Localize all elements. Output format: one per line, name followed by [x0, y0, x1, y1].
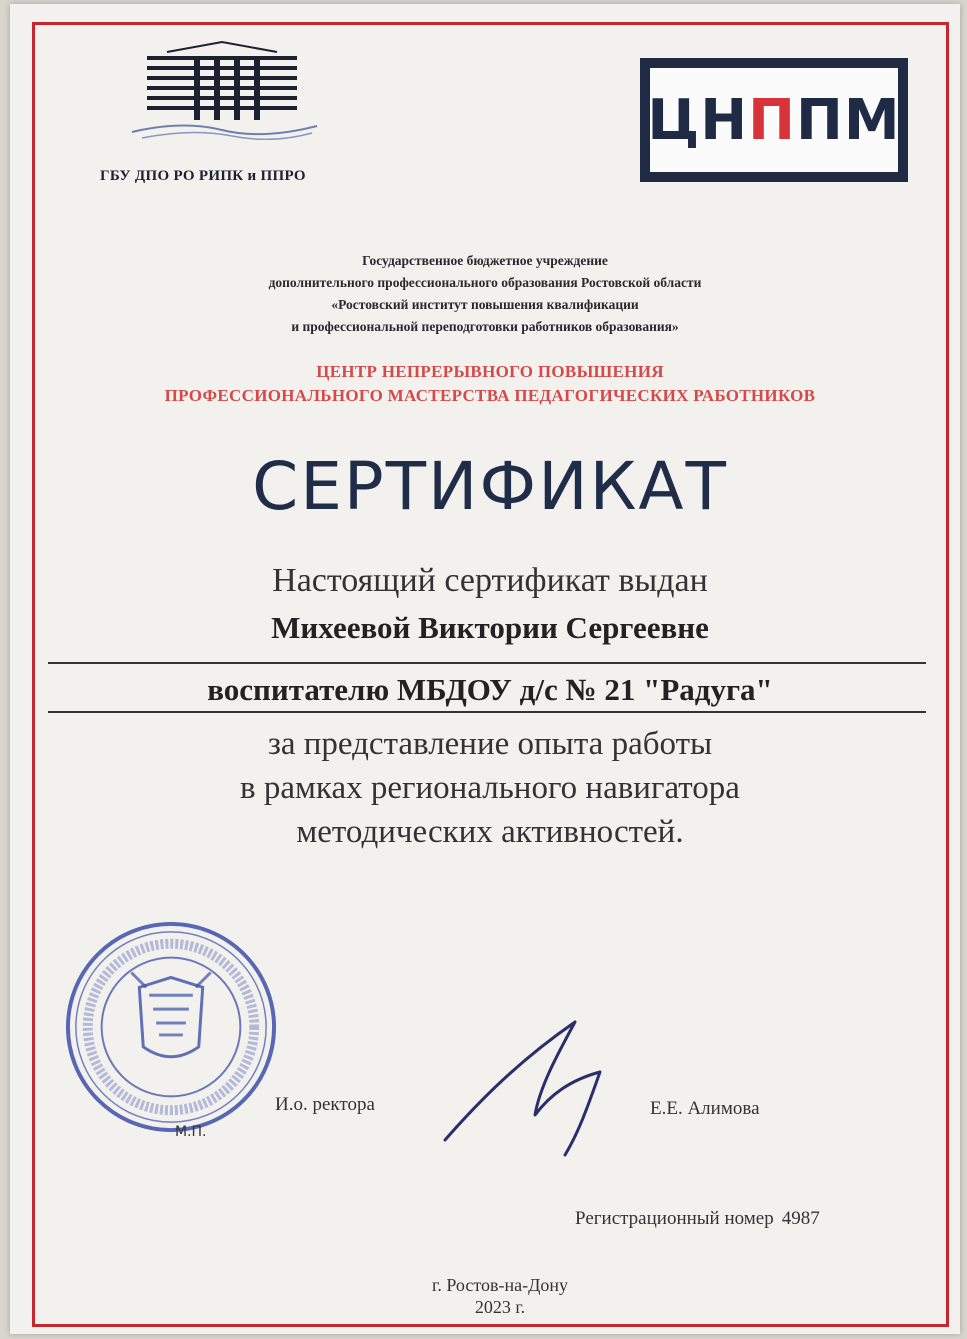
handwritten-signature: [440, 1010, 620, 1160]
divider-line: [48, 662, 926, 664]
year: 2023 г.: [474, 1297, 526, 1317]
city: г. Ростов-на-Дону: [431, 1275, 568, 1295]
registration-label: Регистрационный номер: [575, 1208, 774, 1229]
signer-name: Е.Е. Алимова: [650, 1098, 760, 1119]
certificate-reason: за представление опыта работы в рамках регионального навигатора методических активностей.: [240, 726, 740, 850]
place-and-year: [350, 1274, 650, 1318]
divider-line: [48, 711, 926, 713]
signer-role: И.о. ректора: [275, 1094, 375, 1115]
center-name: ЦЕНТР НЕПРЕРЫВНОГО ПОВЫШЕНИЯ ПРОФЕССИОНАЛЬНОГО МАСТЕРСТВА ПЕДАГОГИЧЕСКИХ РАБОТНИКОВ: [164, 362, 816, 405]
institute-abbreviation: ГБУ ДПО РО РИПК и ППРО: [100, 168, 306, 184]
organization-name: Государственное бюджетное учреждение дополнительного профессионального образования Ростовской области «Ростовский институт повышения квалификации и профессиональной переподготовки работников образования»: [268, 253, 702, 334]
certificate-title: СЕРТИФИКАТ: [252, 448, 728, 525]
stamp-place-label: М.П.: [175, 1124, 207, 1140]
official-stamp-seal: [62, 918, 280, 1136]
recipient-position: воспитателю МБДОУ д/с № 21 "Радуга": [207, 672, 773, 707]
cnppm-logo: [640, 58, 908, 182]
registration-value: 4987: [781, 1208, 820, 1229]
recipient-name: Михеевой Виктории Сергеевне: [271, 610, 709, 645]
institute-building-logo: [122, 40, 322, 140]
issued-to-text: Настоящий сертификат выдан: [272, 562, 708, 599]
cnppm-logo-text: ЦН П П М: [650, 68, 898, 172]
registration-number: [575, 1208, 820, 1230]
